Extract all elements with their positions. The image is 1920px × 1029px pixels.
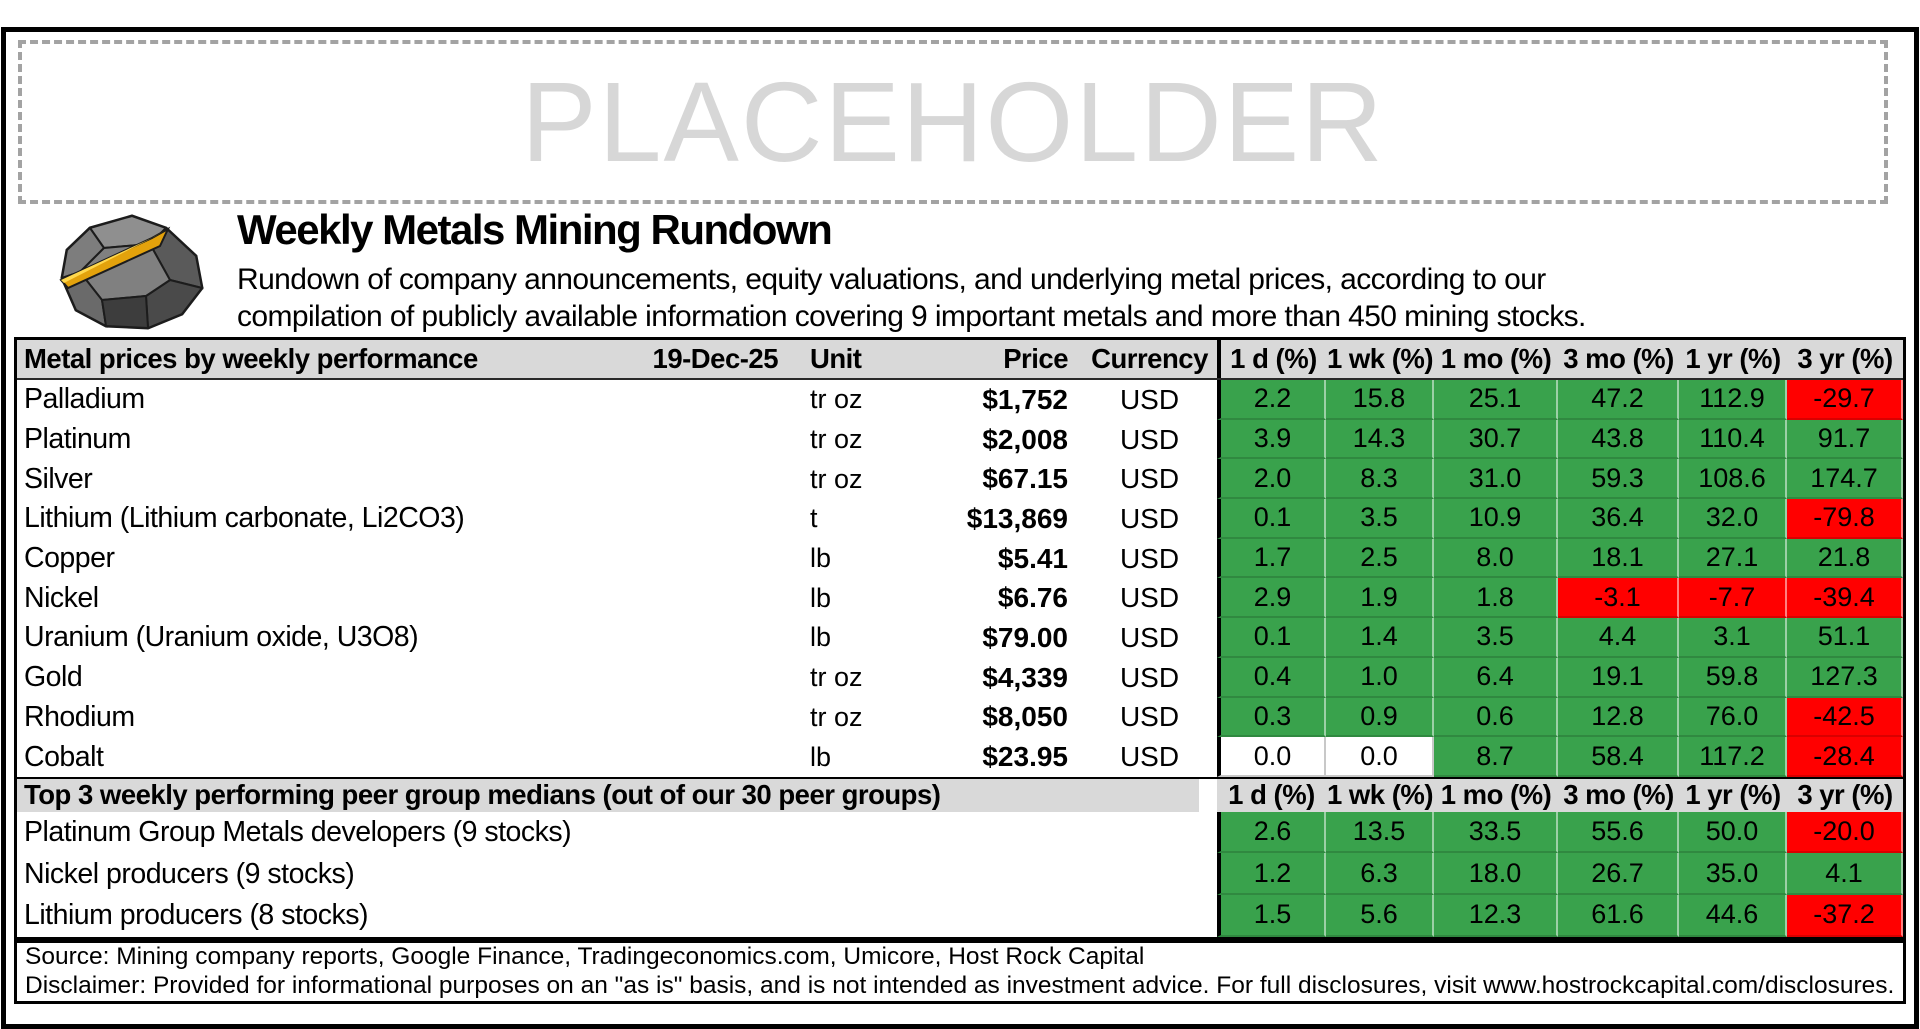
performance-value: 2.2 — [1217, 380, 1326, 420]
performance-value: 1.7 — [1217, 539, 1326, 579]
metal-currency: USD — [1119, 741, 1180, 773]
page-subtitle — [237, 261, 1586, 335]
performance-value: 0.0 — [1326, 737, 1434, 777]
performance-value: 0.1 — [1217, 499, 1326, 539]
performance-value: 117.2 — [1679, 737, 1787, 777]
metal-row — [17, 380, 1903, 420]
performance-value: -37.2 — [1787, 895, 1903, 937]
metal-row — [17, 539, 1903, 579]
performance-value: -3.1 — [1558, 578, 1679, 618]
metal-unit: lb — [810, 582, 832, 613]
metal-name: Cobalt — [24, 740, 104, 773]
performance-value: 0.4 — [1217, 658, 1326, 698]
performance-value: -39.4 — [1787, 578, 1903, 618]
performance-value: 0.6 — [1434, 698, 1558, 738]
col-header-period: 1 mo (%) — [1434, 340, 1558, 378]
performance-value: 2.5 — [1326, 539, 1434, 579]
metal-table-body — [17, 380, 1903, 777]
metal-currency: USD — [1119, 502, 1180, 534]
metal-unit: t — [810, 503, 818, 534]
performance-value: -28.4 — [1787, 737, 1903, 777]
empty-cell — [639, 737, 784, 777]
peer-group-row — [17, 853, 1903, 895]
performance-value: 43.8 — [1558, 420, 1679, 460]
metal-table-header-row — [17, 340, 1903, 380]
disclaimer-line: Disclaimer: Provided for informational purposes on an "as is" basis, and is not intended as investment advice. For full disclosures, visit www.hostrockcapital.com/disclosures. — [25, 972, 1895, 1000]
performance-value: 2.0 — [1217, 459, 1326, 499]
performance-value: 6.3 — [1326, 853, 1434, 895]
peer-group-name: Nickel producers (9 stocks) — [24, 857, 355, 890]
performance-value: 2.9 — [1217, 578, 1326, 618]
col-header-price: Price — [942, 340, 1082, 378]
performance-value: 26.7 — [1558, 853, 1679, 895]
metal-currency: USD — [1119, 701, 1180, 733]
empty-cell — [639, 420, 784, 460]
peer-group-name: Lithium producers (8 stocks) — [24, 899, 368, 932]
performance-value: 32.0 — [1679, 499, 1787, 539]
performance-value: 6.4 — [1434, 658, 1558, 698]
metal-price: $6.76 — [997, 582, 1068, 614]
metals-report-table — [14, 337, 1906, 1004]
peer-group-row — [17, 895, 1903, 937]
empty-cell — [639, 698, 784, 738]
empty-cell — [639, 499, 784, 539]
empty-cell — [639, 459, 784, 499]
metal-unit: lb — [810, 622, 832, 653]
peer-table-title: Top 3 weekly performing peer group medians (out of our 30 peer groups) — [17, 779, 1217, 812]
peer-group-name: Platinum Group Metals developers (9 stocks) — [24, 816, 572, 849]
performance-value: 1.9 — [1326, 578, 1434, 618]
rock-with-gold-vein-icon — [50, 210, 218, 334]
metal-table-date: 19-Dec-25 — [639, 340, 784, 378]
metal-currency: USD — [1119, 621, 1180, 653]
col-header-period: 1 yr (%) — [1679, 340, 1787, 378]
performance-value: 1.8 — [1434, 578, 1558, 618]
metal-row — [17, 420, 1903, 460]
performance-value: 44.6 — [1679, 895, 1787, 937]
performance-value: 4.4 — [1558, 618, 1679, 658]
performance-value: 50.0 — [1679, 812, 1787, 854]
performance-value: 4.1 — [1787, 853, 1903, 895]
performance-value: 3.1 — [1679, 618, 1787, 658]
metal-row — [17, 499, 1903, 539]
metal-price: $13,869 — [966, 502, 1068, 534]
metal-unit: tr oz — [810, 384, 863, 415]
performance-value: 174.7 — [1787, 459, 1903, 499]
metal-row — [17, 459, 1903, 499]
peer-table-header-row — [17, 779, 1903, 812]
metal-row — [17, 698, 1903, 738]
metal-row — [17, 618, 1903, 658]
performance-value: 31.0 — [1434, 459, 1558, 499]
performance-value: -29.7 — [1787, 380, 1903, 420]
metal-row — [17, 578, 1903, 618]
performance-value: 10.9 — [1434, 499, 1558, 539]
metal-price: $5.41 — [997, 542, 1068, 574]
performance-value: 47.2 — [1558, 380, 1679, 420]
metal-price: $1,752 — [982, 383, 1068, 415]
performance-value: 3.9 — [1217, 420, 1326, 460]
performance-value: 8.3 — [1326, 459, 1434, 499]
empty-cell — [639, 658, 784, 698]
col-header-period: 3 mo (%) — [1558, 340, 1679, 378]
performance-value: 18.0 — [1434, 853, 1558, 895]
peer-table-body — [17, 812, 1903, 937]
performance-value: -42.5 — [1787, 698, 1903, 738]
performance-value: 18.1 — [1558, 539, 1679, 579]
metal-price: $4,339 — [982, 661, 1068, 693]
empty-cell — [639, 380, 784, 420]
col-header-period: 1 mo (%) — [1434, 779, 1558, 812]
peer-group-row — [17, 812, 1903, 854]
performance-value: 55.6 — [1558, 812, 1679, 854]
performance-value: 59.3 — [1558, 459, 1679, 499]
performance-value: 1.2 — [1217, 853, 1326, 895]
performance-value: 108.6 — [1679, 459, 1787, 499]
metal-unit: tr oz — [810, 424, 863, 455]
performance-value: 127.3 — [1787, 658, 1903, 698]
metal-price: $2,008 — [982, 423, 1068, 455]
metal-name: Rhodium — [24, 700, 135, 733]
performance-value: 19.1 — [1558, 658, 1679, 698]
performance-value: 36.4 — [1558, 499, 1679, 539]
page-title: Weekly Metals Mining Rundown — [237, 206, 832, 253]
performance-value: 2.6 — [1217, 812, 1326, 854]
col-header-period: 1 wk (%) — [1326, 779, 1434, 811]
performance-value: 0.0 — [1217, 737, 1326, 777]
performance-value: 112.9 — [1679, 380, 1787, 420]
performance-value: 0.3 — [1217, 698, 1326, 738]
performance-value: 15.8 — [1326, 380, 1434, 420]
metal-currency: USD — [1119, 383, 1180, 415]
performance-value: -79.8 — [1787, 499, 1903, 539]
col-header-period: 3 yr (%) — [1787, 779, 1903, 812]
page-subtitle-line2: compilation of publicly available information covering 9 important metals and more than 450 mining stocks. — [237, 300, 1586, 333]
performance-value: 1.4 — [1326, 618, 1434, 658]
col-header-period: 1 d (%) — [1217, 779, 1326, 812]
metal-currency: USD — [1119, 661, 1180, 693]
performance-value: 27.1 — [1679, 539, 1787, 579]
performance-value: 3.5 — [1326, 499, 1434, 539]
performance-value: 30.7 — [1434, 420, 1558, 460]
col-header-period: 3 mo (%) — [1558, 779, 1679, 812]
performance-value: 59.8 — [1679, 658, 1787, 698]
metal-name: Copper — [24, 542, 115, 575]
metal-price: $67.15 — [982, 463, 1068, 495]
performance-value: 25.1 — [1434, 380, 1558, 420]
metal-currency: USD — [1119, 542, 1180, 574]
col-header-currency: Currency — [1082, 340, 1217, 378]
performance-value: 33.5 — [1434, 812, 1558, 854]
metal-name: Platinum — [24, 423, 131, 456]
performance-value: 91.7 — [1787, 420, 1903, 460]
performance-value: 1.5 — [1217, 895, 1326, 937]
performance-value: 110.4 — [1679, 420, 1787, 460]
performance-value: 51.1 — [1787, 618, 1903, 658]
col-header-unit: Unit — [784, 340, 942, 378]
metal-currency: USD — [1119, 423, 1180, 455]
placeholder-image-box — [18, 40, 1888, 204]
metal-name: Uranium (Uranium oxide, U3O8) — [24, 621, 419, 654]
metal-name: Lithium (Lithium carbonate, Li2CO3) — [24, 502, 465, 535]
metal-name: Gold — [24, 661, 83, 694]
metal-row — [17, 658, 1903, 698]
performance-value: -7.7 — [1679, 578, 1787, 618]
metal-unit: tr oz — [810, 662, 863, 693]
performance-value: 12.8 — [1558, 698, 1679, 738]
metal-name: Silver — [24, 462, 93, 495]
metal-name: Palladium — [24, 383, 145, 416]
performance-value: 61.6 — [1558, 895, 1679, 937]
placeholder-text: PLACEHOLDER — [521, 58, 1385, 185]
empty-cell — [639, 618, 784, 658]
metal-unit: lb — [810, 543, 832, 574]
col-header-period: 1 wk (%) — [1326, 340, 1434, 378]
metal-price: $23.95 — [982, 741, 1068, 773]
metal-currency: USD — [1119, 463, 1180, 495]
performance-value: 76.0 — [1679, 698, 1787, 738]
metal-unit: lb — [810, 741, 832, 772]
performance-value: 0.9 — [1326, 698, 1434, 738]
performance-value: 1.0 — [1326, 658, 1434, 698]
col-header-period: 1 d (%) — [1217, 340, 1326, 378]
metal-price: $8,050 — [982, 701, 1068, 733]
performance-value: 3.5 — [1434, 618, 1558, 658]
performance-value: 58.4 — [1558, 737, 1679, 777]
performance-value: 8.0 — [1434, 539, 1558, 579]
page-subtitle-line1: Rundown of company announcements, equity valuations, and underlying metal prices, according to our — [237, 263, 1546, 296]
performance-value: 12.3 — [1434, 895, 1558, 937]
source-line: Source: Mining company reports, Google Finance, Tradingeconomics.com, Umicore, Host Rock Capital — [25, 943, 1145, 971]
performance-value: -20.0 — [1787, 812, 1903, 854]
performance-value: 14.3 — [1326, 420, 1434, 460]
performance-value: 0.1 — [1217, 618, 1326, 658]
performance-value: 8.7 — [1434, 737, 1558, 777]
empty-cell — [639, 539, 784, 579]
metal-unit: tr oz — [810, 463, 863, 494]
performance-value: 5.6 — [1326, 895, 1434, 937]
metal-row — [17, 737, 1903, 777]
metal-price: $79.00 — [982, 621, 1068, 653]
metal-currency: USD — [1119, 582, 1180, 614]
metal-unit: tr oz — [810, 701, 863, 732]
col-header-period: 1 yr (%) — [1679, 779, 1787, 812]
metal-name: Nickel — [24, 581, 99, 614]
empty-cell — [639, 578, 784, 618]
performance-value: 21.8 — [1787, 539, 1903, 579]
performance-value: 13.5 — [1326, 812, 1434, 854]
performance-value: 35.0 — [1679, 853, 1787, 895]
metal-table-title: Metal prices by weekly performance — [17, 340, 639, 378]
col-header-period: 3 yr (%) — [1787, 340, 1903, 378]
